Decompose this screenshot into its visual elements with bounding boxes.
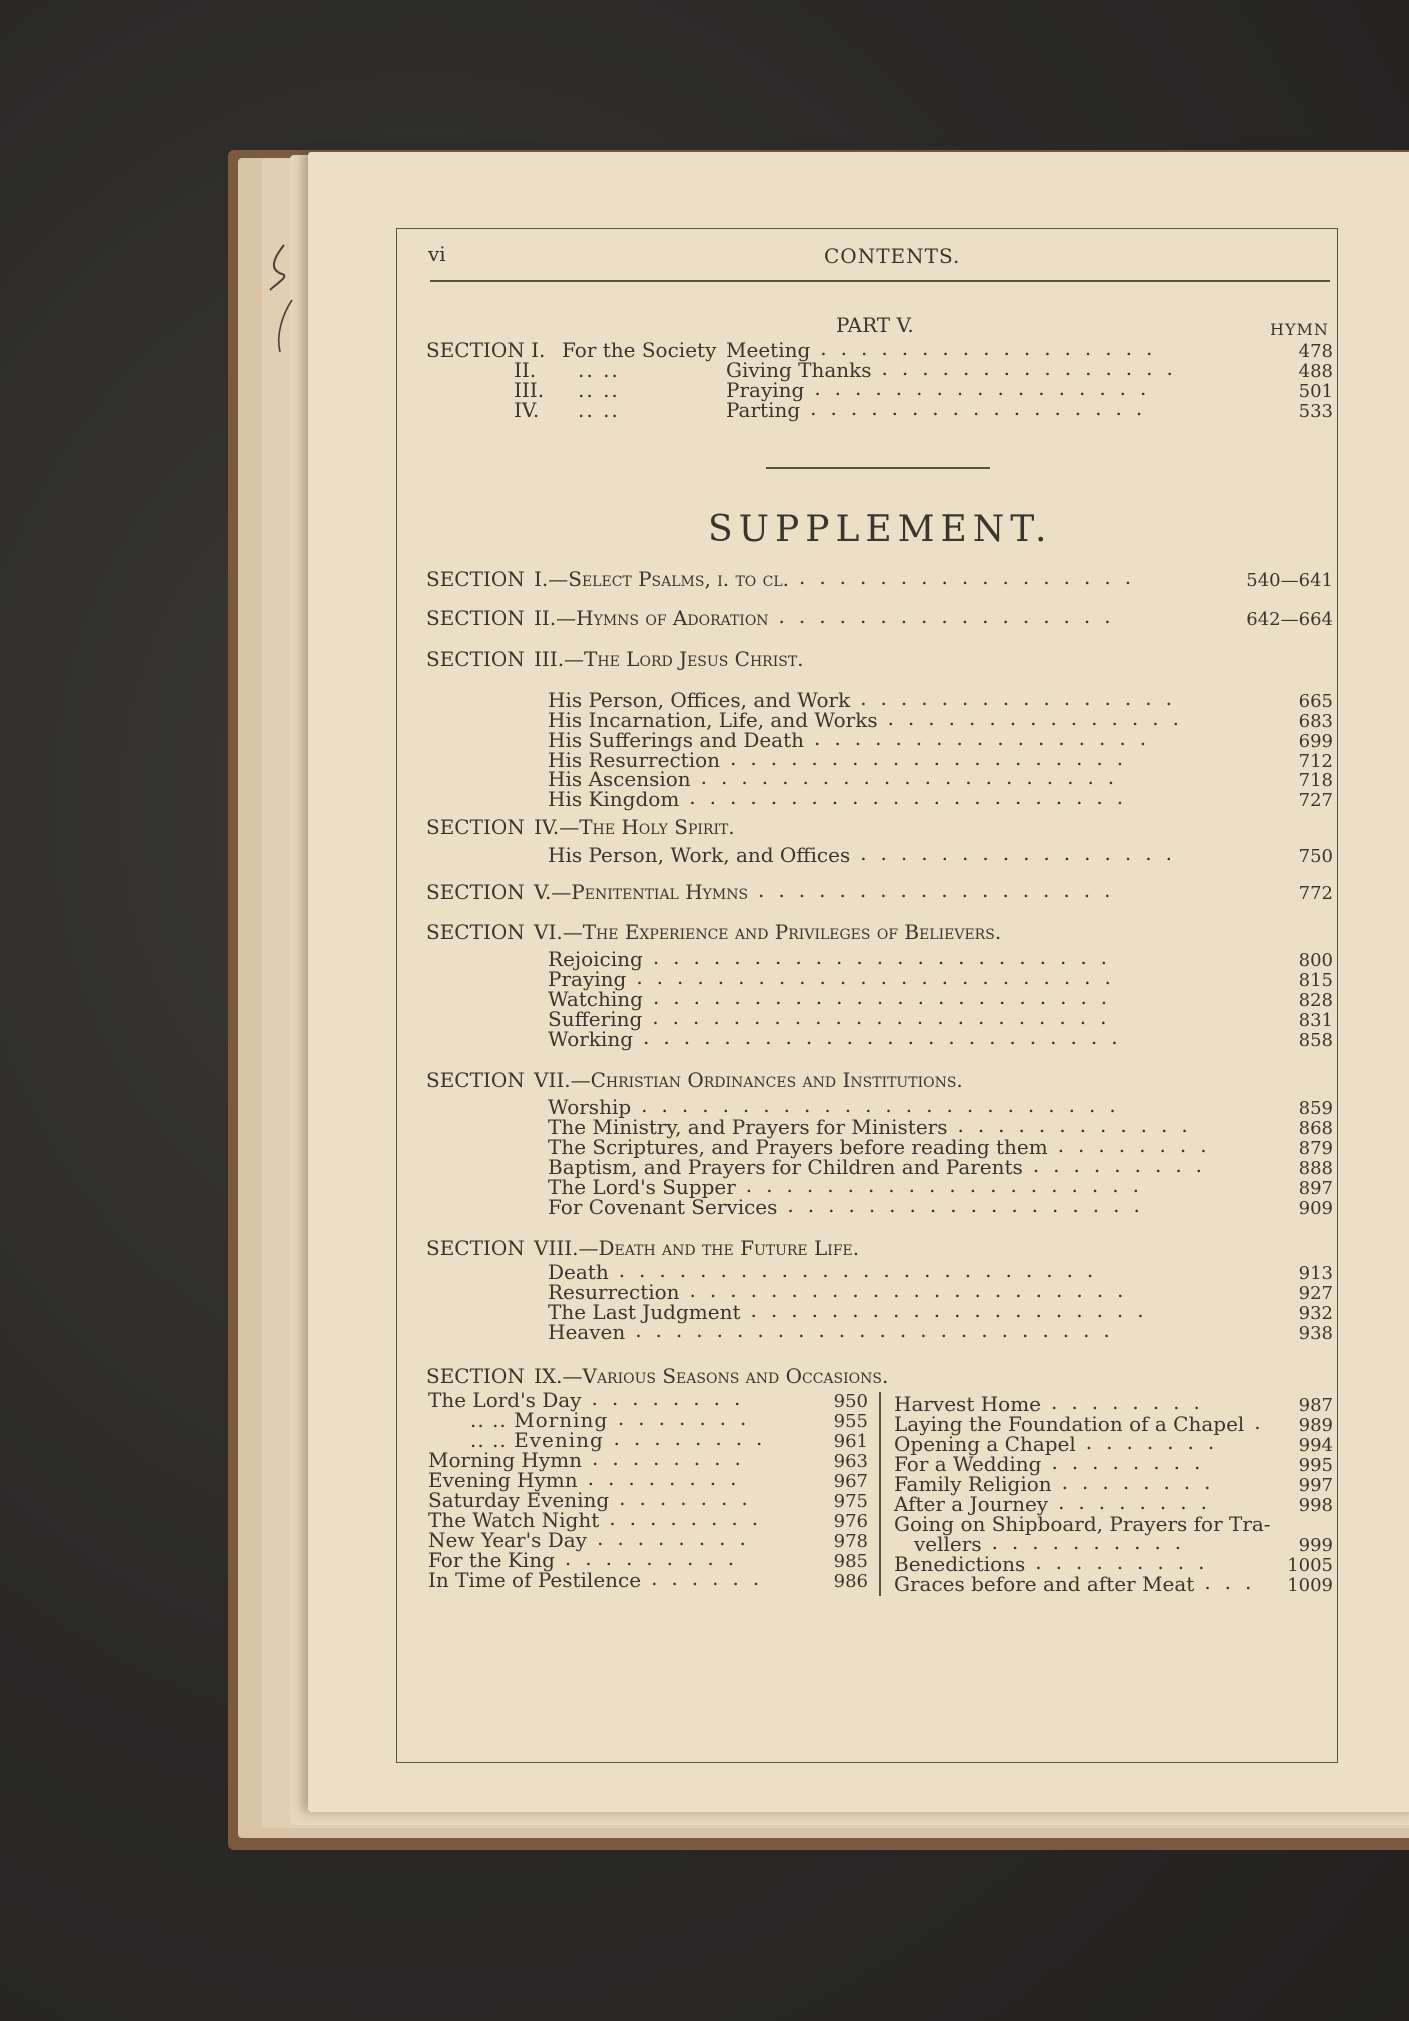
section-heading: IX.—Various Seasons and Occasions. [534, 1364, 889, 1388]
hymn-number: 800 [1298, 950, 1333, 971]
hymn-number: 828 [1298, 990, 1333, 1011]
entry-title: The Ministry, and Prayers for Ministers [548, 1115, 948, 1139]
dot-leader: ................ [860, 843, 1186, 863]
entry-title: Graces before and after Meat [894, 1572, 1195, 1596]
dot-leader: ........ [1051, 1392, 1214, 1412]
entry-title: Saturday Evening [428, 1488, 610, 1512]
part-title: PART V. [836, 313, 914, 337]
entry-title: Working [548, 1027, 633, 1051]
hymn-number: 750 [1298, 846, 1333, 867]
dot-leader: ............ [957, 1115, 1202, 1135]
section-label: SECTION [426, 880, 525, 904]
divider [766, 467, 990, 469]
dot-leader: .................... [745, 1175, 1153, 1195]
running-title: CONTENTS. [824, 244, 961, 268]
hymn-number: 772 [1298, 883, 1333, 904]
hymn-number: 997 [1298, 1475, 1333, 1496]
dot-leader: ........ [1057, 1135, 1221, 1155]
section-label: SECTION [426, 815, 525, 839]
hymn-number: 927 [1298, 1283, 1333, 1304]
entry-title: His Ascension [548, 767, 691, 791]
dot-leader: ....................... [652, 947, 1122, 967]
entry-title: The Lord's Supper [548, 1175, 736, 1199]
dot-leader: ........ [1061, 1472, 1225, 1492]
hymn-number: 478 [1298, 341, 1333, 362]
dot-leader: ....... [617, 1408, 761, 1428]
dot-leader: ........ [587, 1468, 751, 1488]
entry-title: Heaven [548, 1320, 626, 1344]
hymn-number: 995 [1298, 1455, 1333, 1476]
hymn-number: 955 [833, 1411, 868, 1432]
hymn-number: 976 [833, 1511, 868, 1532]
entry-title: His Sufferings and Death [548, 728, 805, 752]
entry-title: vellers [914, 1532, 982, 1556]
divider [430, 280, 1330, 282]
hymn-number: 963 [833, 1451, 868, 1472]
entry-title: .. .. Morning [470, 1408, 609, 1432]
hymn-number: 913 [1298, 1263, 1333, 1284]
section-heading: IV.—The Holy Spirit. [534, 815, 735, 839]
dot-leader: ................. [814, 728, 1161, 748]
entry-title: His Kingdom [548, 787, 680, 811]
hymn-number: 859 [1298, 1098, 1333, 1119]
dot-leader: ........ [1058, 1492, 1221, 1512]
dot-leader: ...................... [689, 1280, 1138, 1300]
dot-leader: ......... [564, 1548, 749, 1568]
dot-leader: . [1254, 1412, 1275, 1432]
hymn-number: 975 [833, 1491, 868, 1512]
entry-title: His Person, Work, and Offices [548, 843, 851, 867]
dot-leader: .................. [758, 880, 1125, 900]
dot-leader: ...... [651, 1568, 774, 1588]
section-label: III. [514, 378, 545, 402]
section-prefix: .. .. [578, 358, 620, 382]
hymn-number: 989 [1298, 1415, 1333, 1436]
entry-title: For a Wedding [894, 1452, 1042, 1476]
section-label: II. [514, 358, 537, 382]
hymn-number: 978 [833, 1531, 868, 1552]
hymn-number: 727 [1298, 790, 1333, 811]
section-prefix: .. .. [578, 398, 620, 422]
hymn-number: 488 [1298, 361, 1333, 382]
hymn-number: 831 [1298, 1010, 1333, 1031]
hymn-number: 999 [1298, 1535, 1333, 1556]
dot-leader: ........ [613, 1428, 777, 1448]
dot-leader: ................. [820, 338, 1167, 358]
entry-title: .. .. Evening [470, 1428, 604, 1452]
dot-leader: ... [1204, 1572, 1266, 1592]
hymn-number: 501 [1298, 381, 1333, 402]
entry-title: Going on Shipboard, Prayers for Tra- [894, 1512, 1271, 1536]
hymn-number: 699 [1298, 731, 1333, 752]
dot-leader: ....................... [652, 1007, 1121, 1027]
section-prefix: .. .. [578, 378, 620, 402]
hymn-number: 994 [1298, 1435, 1333, 1456]
dot-leader: ........ [591, 1448, 755, 1468]
entry-title: Baptism, and Prayers for Children and Parents [548, 1155, 1023, 1179]
entry-title: New Year's Day [428, 1528, 587, 1552]
section-label: SECTION [426, 606, 525, 630]
hymn-number: 815 [1298, 970, 1333, 991]
dot-leader: ................. [810, 398, 1157, 418]
section-prefix: For the Society [562, 338, 717, 362]
entry-title: For Covenant Services [548, 1195, 778, 1219]
dot-leader: ............... [887, 708, 1193, 728]
entry-title: Praying [726, 378, 805, 402]
dot-leader: ...................... [689, 787, 1138, 807]
section-heading: VIII.—Death and the Future Life. [534, 1236, 860, 1260]
dot-leader: ......... [1035, 1552, 1219, 1572]
dot-leader: ....... [1085, 1432, 1229, 1452]
entry-title: His Person, Offices, and Work [548, 688, 851, 712]
dot-leader: .................. [787, 1195, 1154, 1215]
entry-title: Parting [726, 398, 801, 422]
section-label: SECTION [426, 1236, 525, 1260]
section-label: SECTION [426, 1068, 525, 1092]
section-heading: VII.—Christian Ordinances and Institutions. [534, 1068, 963, 1092]
dot-leader: ........................ [643, 1027, 1132, 1047]
hymn-number: 879 [1298, 1138, 1333, 1159]
dot-leader: ............... [881, 358, 1187, 378]
entry-title: Meeting [726, 338, 811, 362]
entry-title: Laying the Foundation of a Chapel [894, 1412, 1245, 1436]
hymn-number: 909 [1298, 1198, 1333, 1219]
entry-title: Harvest Home [894, 1392, 1042, 1416]
hymn-number: 950 [833, 1391, 868, 1412]
entry-title: After a Journey [894, 1492, 1049, 1516]
entry-title: Suffering [548, 1007, 643, 1031]
entry-title: The Last Judgment [548, 1300, 741, 1324]
entry-title: Benedictions [894, 1552, 1026, 1576]
section-label: IV. [514, 398, 540, 422]
hymn-number: 868 [1298, 1118, 1333, 1139]
hymn-number: 986 [833, 1571, 868, 1592]
section-heading: III.—The Lord Jesus Christ. [534, 647, 804, 671]
divider [879, 1392, 881, 1596]
entry-title: Watching [548, 987, 643, 1011]
section-heading: VI.—The Experience and Privileges of Believers. [534, 920, 1002, 944]
dot-leader: .......... [991, 1532, 1196, 1552]
dot-leader: ........ [596, 1528, 760, 1548]
dot-leader: ..................... [700, 767, 1129, 787]
section-label: SECTION [426, 920, 525, 944]
hymn-number: 987 [1298, 1395, 1333, 1416]
dot-leader: ........................ [636, 967, 1125, 987]
section-label: SECTION I. [426, 338, 546, 362]
entry-title: Praying [548, 967, 627, 991]
hymn-number: 961 [833, 1431, 868, 1452]
page-number: vi [428, 242, 446, 266]
entry-title: For the King [428, 1548, 555, 1572]
entry-title: In Time of Pestilence [428, 1568, 642, 1592]
dot-leader: ........ [1051, 1452, 1215, 1472]
hymn-number: 967 [833, 1471, 868, 1492]
entry-title: Morning Hymn [428, 1448, 582, 1472]
entry-title: Opening a Chapel [894, 1432, 1076, 1456]
hymn-number: 858 [1298, 1030, 1333, 1051]
hymn-number: 540—641 [1246, 570, 1333, 591]
dot-leader: ................. [778, 606, 1125, 626]
entry-title: Resurrection [548, 1280, 680, 1304]
hymn-number: 665 [1298, 691, 1333, 712]
entry-title: His Incarnation, Life, and Works [548, 708, 878, 732]
hymn-number: 985 [833, 1551, 868, 1572]
dot-leader: ......... [1032, 1155, 1217, 1175]
section-label: SECTION [426, 647, 525, 671]
entry-title: The Watch Night [428, 1508, 600, 1532]
hymn-number: 712 [1298, 751, 1333, 772]
hymn-number: 533 [1298, 401, 1333, 422]
entry-title: The Lord's Day [428, 1388, 582, 1412]
entry-title: Death [548, 1260, 609, 1284]
section-heading: II.—Hymns of Adoration [534, 606, 769, 630]
dot-leader: ........ [591, 1388, 755, 1408]
entry-title: Rejoicing [548, 947, 643, 971]
hymn-number: 932 [1298, 1303, 1333, 1324]
dot-leader: ................ [860, 688, 1186, 708]
pencil-mark-icon [262, 240, 302, 360]
entry-title: His Resurrection [548, 748, 721, 772]
hymn-number: 938 [1298, 1323, 1333, 1344]
hymn-number: 718 [1298, 770, 1333, 791]
hymn-number: 683 [1298, 711, 1333, 732]
supplement-title: SUPPLEMENT. [708, 509, 1053, 550]
dot-leader: .................... [730, 748, 1138, 768]
dot-leader: ........................ [618, 1260, 1108, 1280]
hymn-number: 888 [1298, 1158, 1333, 1179]
dot-leader: ........................ [635, 1320, 1124, 1340]
dot-leader: ................. [814, 378, 1161, 398]
dot-leader: ................. [798, 567, 1146, 587]
hymn-number: 897 [1298, 1178, 1333, 1199]
entry-title: Family Religion [894, 1472, 1052, 1496]
hymn-column-label: HYMN [1270, 320, 1329, 339]
entry-title: The Scriptures, and Prayers before reading them [548, 1135, 1048, 1159]
entry-title: Worship [548, 1095, 632, 1119]
entry-title: Evening Hymn [428, 1468, 578, 1492]
hymn-number: 1005 [1287, 1555, 1333, 1576]
section-heading: V.—Penitential Hymns [534, 880, 749, 904]
entry-title: Giving Thanks [726, 358, 872, 382]
section-label: SECTION [426, 1364, 525, 1388]
dot-leader: ....................... [652, 987, 1122, 1007]
dot-leader: ........ [609, 1508, 773, 1528]
hymn-number: 642—664 [1246, 609, 1333, 630]
dot-leader: .................... [750, 1300, 1158, 1320]
hymn-number: 1009 [1287, 1575, 1333, 1596]
dot-leader: ........................ [641, 1095, 1130, 1115]
section-label: SECTION [426, 567, 525, 591]
dot-leader: ....... [619, 1488, 762, 1508]
section-heading: I.—Select Psalms, i. to cl. [534, 567, 789, 591]
hymn-number: 998 [1298, 1495, 1333, 1516]
